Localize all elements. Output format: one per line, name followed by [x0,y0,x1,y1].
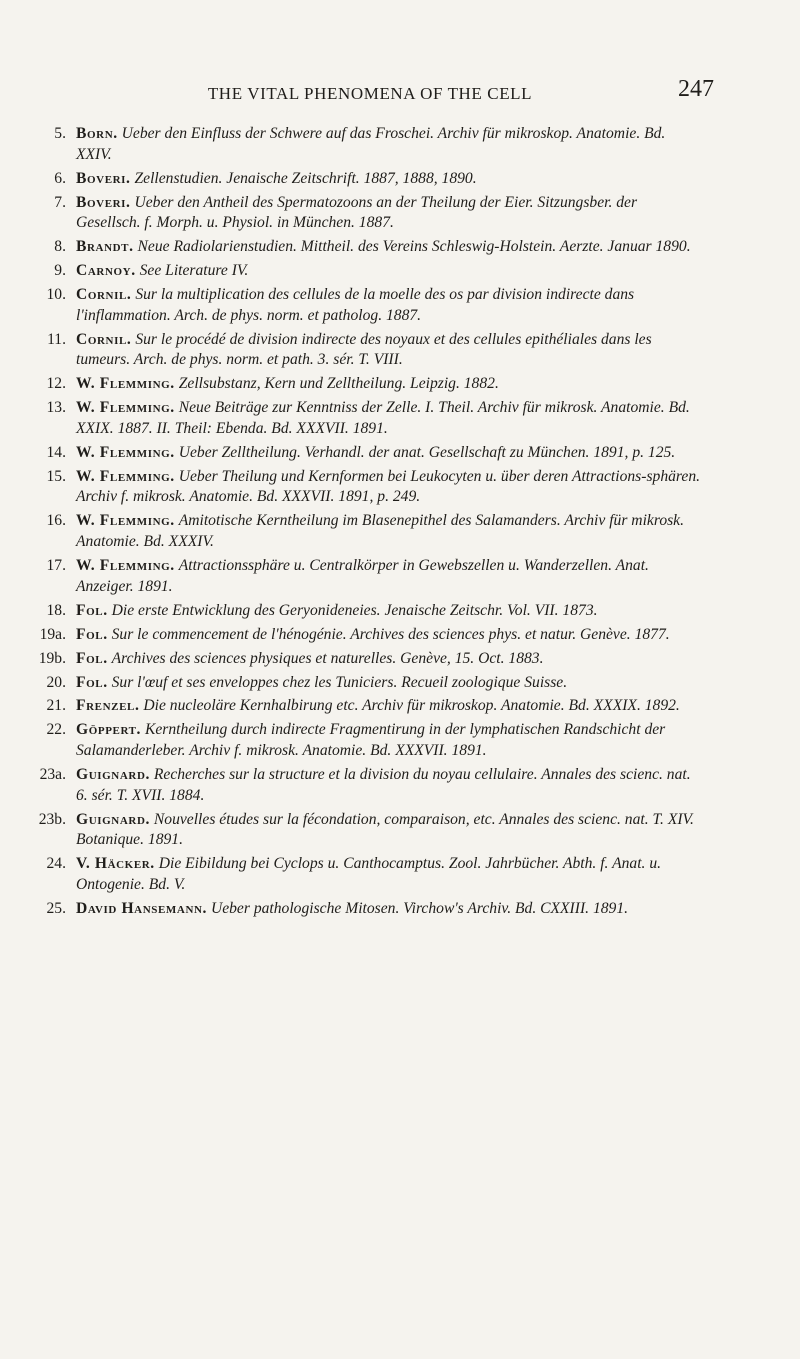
reference-item [36,556,704,597]
reference-item [36,854,704,895]
reference-author: W. Flemming. [76,467,175,485]
reference-body [76,511,704,552]
reference-citation: Ueber Theilung und Kernformen bei Leukocyten u. über deren Attractions-sphären. Archiv f. mikrosk. Anatomie. Bd. XXXVII. 1891, p. 249. [76,467,701,506]
reference-body [76,443,704,464]
reference-number: 25. [46,899,66,917]
reference-author: Göppert. [76,721,142,739]
reference-author: Fol. [76,673,108,691]
reference-author: Cornil. [76,330,132,348]
reference-author: V. Häcker. [76,855,155,873]
reference-citation: Die erste Entwicklung des Geryonideneies. Jenaische Zeitschr. Vol. VII. 1873. [111,601,598,619]
reference-number: 24. [46,855,66,873]
reference-author: Boveri. [76,193,131,211]
reference-number: 10. [46,286,66,304]
reference-author: Frenzel. [76,697,140,715]
reference-number: 15. [46,467,66,485]
page-header [36,72,714,112]
reference-body [76,124,704,165]
reference-author: Born. [76,125,118,142]
reference-number: 23b. [38,810,66,828]
reference-item [36,124,704,165]
reference-item [36,237,704,258]
reference-body [76,810,704,851]
reference-number: 12. [46,375,66,393]
reference-citation: Neue Beiträge zur Kenntniss der Zelle. I. Theil. Archiv für mikrosk. Anatomie. Bd. XXIX. 1887. II. Theil: Ebenda. Bd. XXXVII. 1891. [76,399,690,437]
reference-author: Boveri. [76,169,131,187]
reference-author: David Hansemann. [76,899,208,917]
reference-body [76,720,704,761]
reference-item [36,601,704,622]
reference-citation: Zellsubstanz, Kern und Zelltheilung. Leipzig. 1882. [178,375,499,393]
reference-citation: Sur le commencement de l'hénogénie. Archives des sciences phys. et natur. Genève. 1877. [111,625,670,643]
reference-citation: Sur le procédé de division indirecte des noyaux et des cellules epithéliales dans les tumeurs. Arch. de phys. norm. et path. 3. sér. T. VIII. [76,330,652,369]
reference-citation: Attractionssphäre u. Centralkörper in Gewebszellen u. Wanderzellen. Anat. Anzeiger. 1891. [76,556,649,595]
reference-body [76,649,704,670]
reference-author: W. Flemming. [76,443,175,461]
page-number: 247 [678,76,714,102]
reference-body [76,899,704,920]
reference-citation: Die Eibildung bei Cyclops u. Canthocamptus. Zool. Jahrbücher. Abth. f. Anat. u. Ontogenie. Bd. V. [76,855,662,893]
reference-body [76,854,704,895]
reference-citation: Ueber Zelltheilung. Verhandl. der anat. Gesellschaft zu München. 1891, p. 125. [178,443,676,461]
reference-number: 16. [46,512,66,530]
reference-number: 17. [46,556,66,574]
reference-number: 6. [54,169,66,187]
reference-body [76,330,704,371]
reference-citation: Neue Radiolarienstudien. Mittheil. des Vereins Schleswig-Holstein. Aerzte. Januar 1890. [137,238,691,256]
reference-citation: Die nucleoläre Kernhalbirung etc. Archiv für mikroskop. Anatomie. Bd. XXXIX. 1892. [143,697,680,715]
reference-item [36,398,704,439]
reference-author: W. Flemming. [76,399,175,417]
reference-number: 20. [46,673,66,691]
reference-number: 23a. [39,766,66,784]
reference-item [36,720,704,761]
reference-item [36,810,704,851]
reference-author: Guignard. [76,766,150,784]
reference-item [36,511,704,552]
reference-citation: Nouvelles études sur la fécondation, comparaison, etc. Annales des scienc. nat. T. XIV. Botanique. 1891. [76,810,694,849]
reference-list [36,124,704,919]
reference-author: Fol. [76,649,108,667]
reference-citation: Sur la multiplication des cellules de la moelle des os par division indirecte dans l'inflammation. Arch. de phys. norm. et patholog. 1887. [76,286,635,324]
reference-item [36,467,704,508]
reference-item [36,649,704,670]
reference-author: Brandt. [76,238,134,256]
reference-number: 7. [54,193,66,211]
reference-item [36,899,704,920]
reference-author: Fol. [76,625,108,643]
reference-item [36,285,704,326]
reference-body [76,625,704,646]
reference-body [76,765,704,806]
reference-number: 5. [54,125,66,142]
reference-citation: Kerntheilung durch indirecte Fragmentirung in der lymphatischen Randschicht der Salamanderleber. Archiv f. mikrosk. Anatomie. Bd. XXXVII. 1891. [76,721,666,760]
reference-body [76,285,704,326]
reference-number: 19a. [39,625,66,643]
reference-body [76,696,704,717]
reference-author: Fol. [76,601,108,619]
reference-item [36,261,704,282]
reference-citation: Amitotische Kerntheilung im Blasenepithel des Salamanders. Archiv für mikrosk. Anatomie. Bd. XXXIV. [76,512,684,550]
reference-item [36,330,704,371]
reference-body [76,374,704,395]
reference-author: W. Flemming. [76,375,175,393]
reference-number: 13. [46,399,66,417]
reference-citation: Recherches sur la structure et la division du noyau cellulaire. Annales des scienc. nat. 6. sér. T. XVII. 1884. [76,766,691,804]
reference-body [76,398,704,439]
reference-citation: Zellenstudien. Jenaische Zeitschrift. 1887, 1888, 1890. [134,169,477,187]
reference-item [36,673,704,694]
reference-author: W. Flemming. [76,556,175,574]
reference-author: W. Flemming. [76,512,175,530]
reference-citation: Sur l'œuf et ses enveloppes chez les Tuniciers. Recueil zoologique Suisse. [111,673,568,691]
reference-citation: Ueber den Einfluss der Schwere auf das Froschei. Archiv für mikroskop. Anatomie. Bd. XXIV. [76,125,666,163]
reference-author: Carnoy. [76,262,136,280]
reference-body [76,601,704,622]
reference-citation: See Literature IV. [139,262,249,280]
reference-body [76,467,704,508]
reference-item [36,374,704,395]
reference-number: 21. [46,697,66,715]
reference-citation: Ueber den Antheil des Spermatozoons an der Theilung der Eier. Sitzungsber. der Gesellsch. f. Morph. u. Physiol. in München. 1887. [76,193,638,232]
reference-author: Guignard. [76,810,150,828]
reference-body [76,556,704,597]
reference-body [76,237,704,258]
reference-number: 9. [54,262,66,280]
reference-number: 8. [54,238,66,256]
reference-body [76,673,704,694]
reference-citation: Ueber pathologische Mitosen. Virchow's Archiv. Bd. CXXIII. 1891. [210,899,629,917]
reference-number: 22. [46,721,66,739]
reference-item [36,765,704,806]
reference-item [36,625,704,646]
reference-body [76,169,704,190]
reference-body [76,261,704,282]
reference-item [36,696,704,717]
running-title: THE VITAL PHENOMENA OF THE CELL [207,84,533,103]
reference-number: 18. [46,601,66,619]
reference-number: 11. [47,330,66,348]
reference-number: 14. [46,443,66,461]
reference-item [36,443,704,464]
reference-citation: Archives des sciences physiques et naturelles. Genève, 15. Oct. 1883. [111,649,544,667]
reference-item [36,169,704,190]
reference-body [76,193,704,234]
reference-item [36,193,704,234]
reference-number: 19b. [38,649,66,667]
reference-author: Cornil. [76,286,132,304]
